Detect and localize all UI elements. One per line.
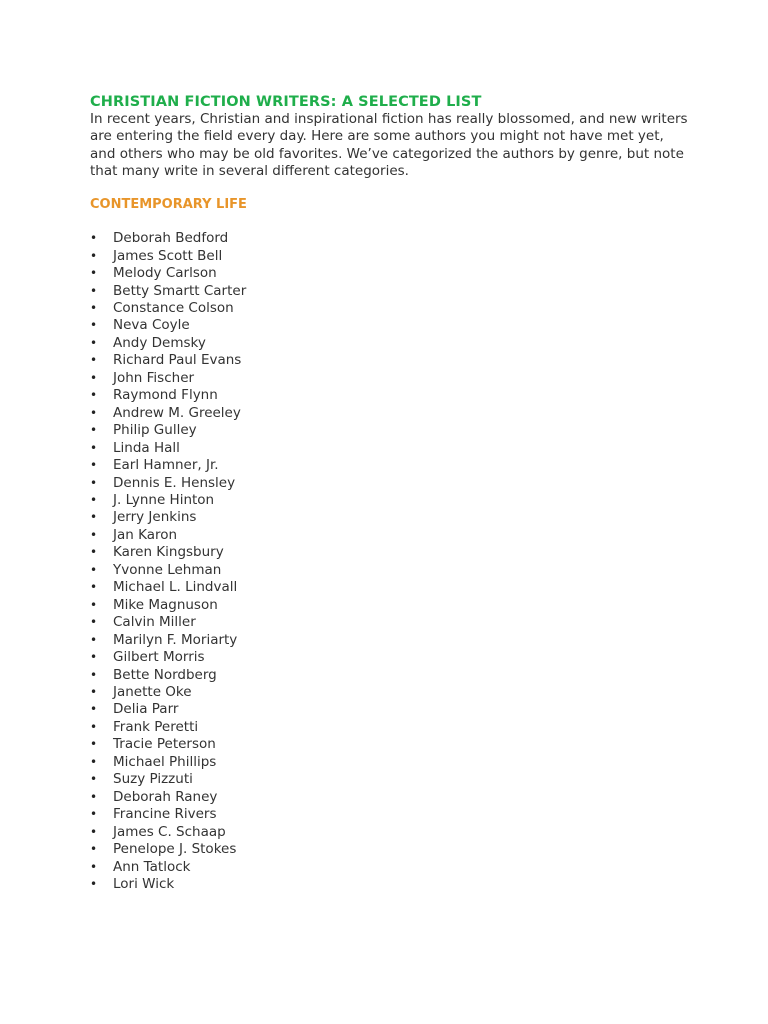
bullet-icon: • [90,737,98,752]
list-item [90,719,690,736]
author-name: Deborah Bedford [113,230,229,247]
list-item [90,283,690,300]
author-name: Dennis E. Hensley [113,474,236,491]
bullet-icon: • [90,301,98,315]
author-name: Francine Rivers [113,806,217,823]
bullet-icon: • [90,597,98,612]
author-name: Ann Tatlock [113,858,191,875]
list-item [90,527,690,544]
list-item [90,824,690,841]
list-item [90,876,690,893]
author-name: Betty Smartt Carter [113,282,247,299]
bullet-icon: • [90,318,98,333]
list-item [90,370,690,387]
bullet-icon: • [90,772,98,787]
author-name: Mike Magnuson [113,596,218,613]
list-item [90,300,690,317]
author-name: Michael Phillips [113,753,217,770]
bullet-icon: • [90,388,98,403]
list-item [90,230,690,247]
author-name: Bette Nordberg [113,666,217,683]
author-name: James Scott Bell [113,247,223,264]
author-name: Karen Kingsbury [113,544,224,561]
list-item [90,614,690,631]
author-name: Suzy Pizzuti [113,771,193,788]
author-name: Frank Peretti [113,718,199,735]
author-name: Neva Coyle [113,317,190,334]
bullet-icon: • [90,423,98,438]
bullet-icon: • [90,684,98,699]
author-name: J. Lynne Hinton [113,491,215,508]
list-item [90,579,690,596]
author-name: Linda Hall [113,439,180,456]
list-item [90,841,690,858]
bullet-icon: • [90,754,98,769]
bullet-icon: • [90,353,98,368]
bullet-icon: • [90,632,98,647]
bullet-icon: • [90,510,98,525]
bullet-icon: • [90,458,98,473]
list-item [90,859,690,876]
list-item [90,806,690,823]
list-item [90,352,690,369]
bullet-icon: • [90,842,98,857]
list-item [90,771,690,788]
list-item [90,544,690,561]
document-page [90,93,690,893]
bullet-icon: • [90,248,98,263]
bullet-icon: • [90,492,98,507]
bullet-icon: • [90,370,98,385]
bullet-icon: • [90,702,98,717]
author-name: Earl Hamner, Jr. [113,457,219,474]
bullet-icon: • [90,876,98,891]
list-item [90,509,690,526]
list-item [90,562,690,579]
bullet-icon: • [90,440,98,455]
author-list [90,230,690,893]
bullet-icon: • [90,824,98,839]
bullet-icon: • [90,580,98,595]
document-title: CHRISTIAN FICTION WRITERS: A SELECTED LIST [90,94,482,110]
author-name: Janette Oke [113,683,192,700]
list-item [90,754,690,771]
bullet-icon: • [90,266,98,281]
author-name: John Fischer [113,369,195,386]
author-name: Jerry Jenkins [113,509,197,526]
bullet-icon: • [90,475,98,490]
bullet-icon: • [90,859,98,874]
bullet-icon: • [90,545,98,560]
list-item [90,649,690,666]
intro-paragraph: In recent years, Christian and inspirational fiction has really blossomed, and new writers are entering the field every day. Here are some authors you might not have met yet, and others who may be old favorites. We’ve categorized the authors by genre, but note that many write in several different categories. [90,111,688,179]
list-item [90,736,690,753]
list-item [90,684,690,701]
bullet-icon: • [90,719,98,734]
bullet-icon: • [90,650,98,665]
list-item [90,387,690,404]
list-item [90,492,690,509]
list-item [90,475,690,492]
bullet-icon: • [90,283,98,298]
bullet-icon: • [90,405,98,420]
author-name: Tracie Peterson [113,736,216,753]
author-name: Marilyn F. Moriarty [113,631,238,648]
list-item [90,440,690,457]
author-name: Delia Parr [113,701,179,718]
list-item [90,597,690,614]
author-name: Penelope J. Stokes [113,841,237,858]
list-item [90,667,690,684]
list-item [90,422,690,439]
list-item [90,248,690,265]
author-name: Melody Carlson [113,265,217,282]
author-name: Constance Colson [113,300,234,316]
bullet-icon: • [90,562,98,577]
bullet-icon: • [90,527,98,542]
author-name: Michael L. Lindvall [113,579,238,596]
author-name: Lori Wick [113,875,175,892]
bullet-icon: • [90,789,98,804]
list-item [90,265,690,282]
author-name: Jan Karon [113,526,178,543]
author-name: Andrew M. Greeley [113,404,241,421]
bullet-icon: • [90,667,98,682]
author-name: Gilbert Morris [113,649,205,666]
list-item [90,405,690,422]
list-item [90,335,690,352]
author-name: Andy Demsky [113,334,206,351]
author-name: Philip Gulley [113,422,197,439]
author-name: James C. Schaap [113,823,226,840]
list-item [90,701,690,718]
author-name: Deborah Raney [113,788,218,805]
bullet-icon: • [90,231,98,246]
list-item [90,789,690,806]
author-name: Richard Paul Evans [113,352,242,369]
bullet-icon: • [90,335,98,350]
bullet-icon: • [90,807,98,822]
list-item [90,632,690,649]
list-item [90,457,690,474]
author-name: Raymond Flynn [113,387,218,404]
section-heading-contemporary-life: CONTEMPORARY LIFE [90,197,247,213]
list-item [90,317,690,334]
bullet-icon: • [90,615,98,630]
author-name: Yvonne Lehman [113,561,222,578]
author-name: Calvin Miller [113,614,196,631]
